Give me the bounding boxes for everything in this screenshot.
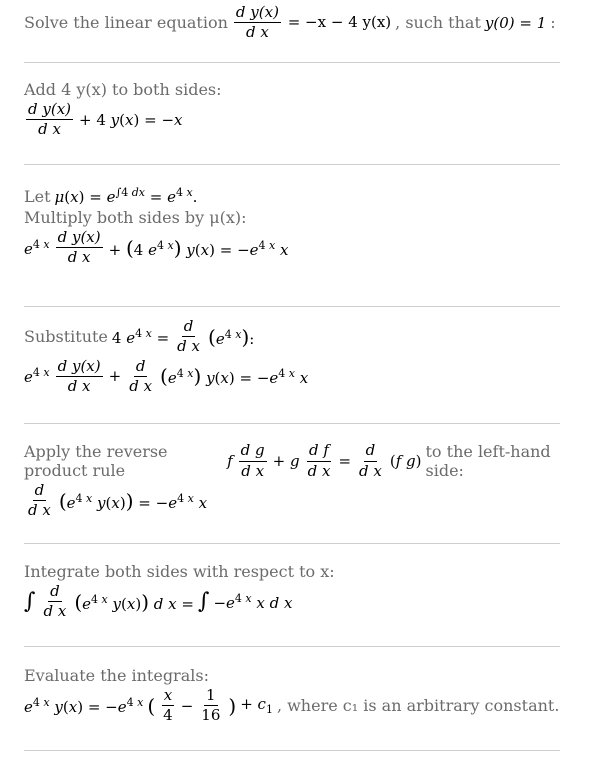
problem-statement: Solve the linear equation $\frac{\text{d y(x)}}{\text{d x}}$ = −x − 4 y(x) , such that y(0) = 1 : [24, 3, 556, 42]
divider [24, 62, 560, 63]
step-integrate: Integrate both sides with respect to x: ∫ $\frac{d}{\text{d x}}$ ($e^{4 x}$ y(x)) d x = ∫ $-e^{4 x}$ x d x [24, 562, 335, 621]
ode-equation: $\frac{\text{d y(x)}}{\text{d x}}$ = −x − 4 y(x) [235, 3, 392, 42]
step-add [24, 80, 560, 139]
divider [24, 164, 560, 165]
step-substitute: Substitute 4 $e^{4 x}$ = $\frac{d}{\text{d x}}$ $(e^{4 x})$: $e^{4 x}$ $\frac{\text{d y(x)}}{\text{d x}}$ + $\frac{d}{\text{d x}}$ $(e^{4 x}) y(x) = -e^{4 x}$ x [24, 317, 309, 395]
divider [24, 646, 560, 647]
step-evaluate: Evaluate the integrals: $e^{4 x}$ $y(x) = -e^{4 x}$ ( $\frac{x}{4}$ − $\frac{1}{16}$ ) + $c_1$ , where c₁ is an arbitrary constant. [24, 666, 560, 725]
step-text: Add 4 y(x) to both sides: [24, 80, 222, 99]
divider [24, 750, 560, 751]
step-product-rule: Apply the reverse product rule f $\frac{\text{d g}}{\text{d x}}$ + g $\frac{\text{d f}}{\text{d x}}$ = $\frac{d}{\text{d x}}$ (f g) to the left-hand side: $\frac{d}{\text{d x}}$ ($e^{4 x}$ $y(x)) = -e^{4 x}$ x [24, 441, 551, 520]
initial-condition: y(0) = 1 [484, 13, 547, 32]
divider [24, 543, 560, 544]
divider [24, 423, 560, 424]
intro-text: Solve the linear equation [24, 13, 228, 33]
step-integrating-factor: Let $\mu(x) = e^{\int 4 dx} = e^{4 x}$. Multiply both sides by μ(x): $e^{4 x}$ $\frac{\text{d y(x)}}{\text{d x}}$ + (4 $e^{4 x}$) $y(x) = -e^{4 x}$ x [24, 186, 289, 267]
divider [24, 306, 560, 307]
step-equation: $\frac{\text{d y(x)}}{\text{d x}}$ + 4 y(x) = −x [28, 100, 183, 139]
